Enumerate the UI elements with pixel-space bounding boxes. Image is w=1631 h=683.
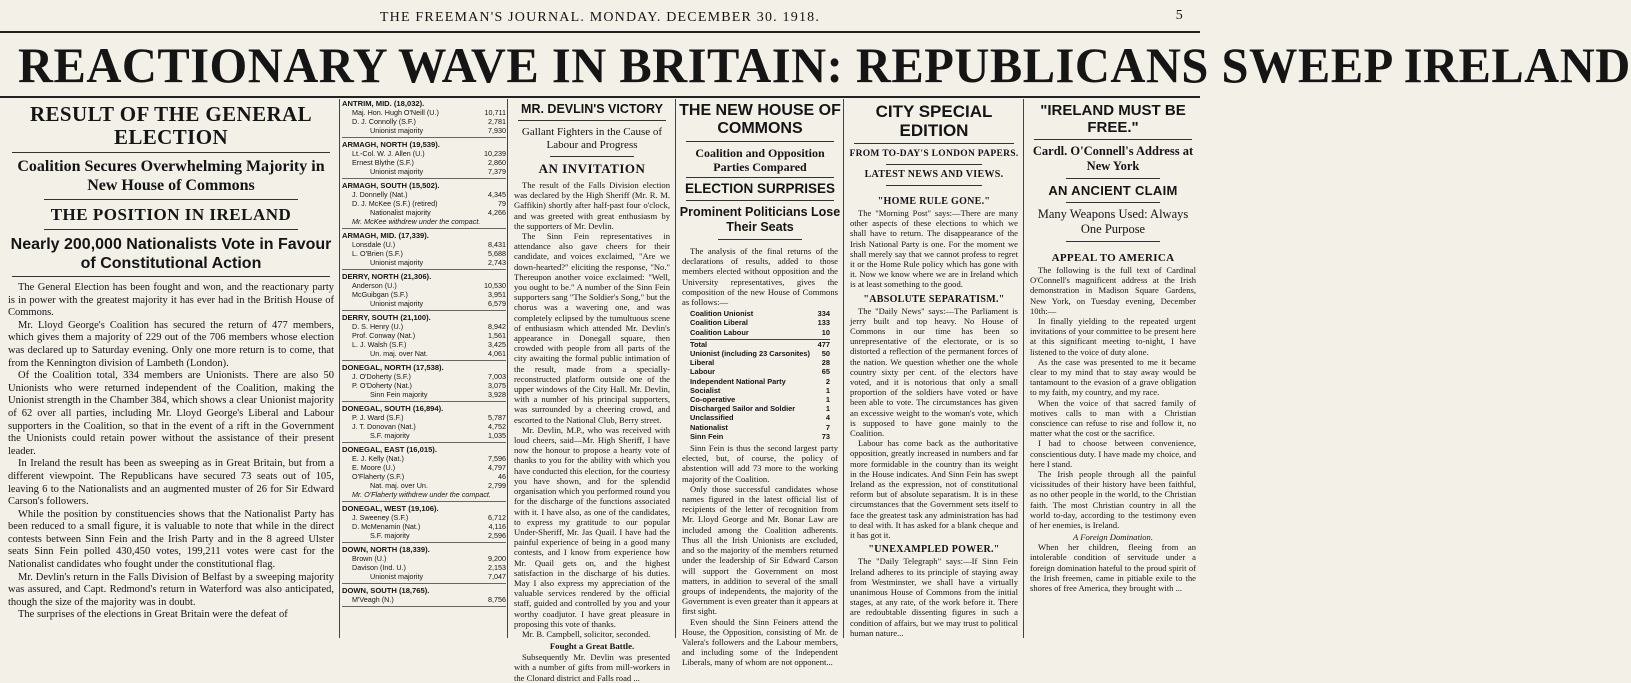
constituency-name: ARMAGH, SOUTH (15,502). [342,181,440,190]
article-subtitle: Nearly 200,000 Nationalists Vote in Favour of Constitutional Action [10,236,332,272]
majority-value: 2,799 [488,481,506,490]
column-rule [507,99,508,638]
candidate-row [342,240,506,249]
candidate-name: D. McMenamin (Nat.) [352,522,421,531]
party-seats: 28 [821,358,830,368]
candidate-name: D. S. Henry (U.) [352,322,404,331]
result-note: Mr. O'Flaherty withdrew under the compact. [352,490,491,499]
candidate-votes: 10,530 [484,281,506,290]
divider [342,542,506,543]
party-seats: 334 [817,309,830,319]
article-body [510,177,674,683]
majority-label: Un. maj. over Nat. [370,349,428,358]
result-entry [342,445,506,502]
party-seats: 4 [825,413,830,423]
party-row [690,328,830,337]
majority-row [342,481,506,490]
article-body [846,190,1022,638]
section-subtitle: Prominent Politicians Lose Their Seats [679,205,841,234]
candidate-name: Prof. Conway (Nat.) [352,331,416,340]
majority-row [342,349,506,358]
candidate-name: J. O'Doherty (S.F.) [352,372,411,381]
paragraph: The "Daily Telegraph" says:—If Sinn Fein Ireland adheres to its principle of staying away from Westminster, we shall have a virtually unanimous House of Commons from the initial stages, at any rate, of the work before it. There are redoubtable dissenting figures in such a condition of affairs, but we may trust to political human nature... [850,556,1018,638]
candidate-votes: 4,797 [488,463,506,472]
majority-row [342,572,506,581]
party-label: Sinn Fein [690,431,724,441]
majority-label: S.F. majority [370,431,410,440]
candidate-votes: 1,561 [488,331,506,340]
candidate-votes: 4,116 [488,522,506,531]
majority-value: 7,379 [488,167,506,176]
section-heading: AN INVITATION [538,161,646,176]
paragraph: Labour has come back as the authoritative opposition, greatly increased in numbers and far more formidable in the country than its weight in the House indicates. And Sinn Fein has swept Ireland as the expression, not of constitutional reform but of absolute separatism. It is in these circumstances that the Government sets itself to face the greatest task any administration has had to deal with. It has asked for a blank cheque and it has got it. [850,438,1018,541]
majority-row [342,126,506,135]
paragraph: The following is the full text of Cardinal O'Connell's magnificent address at the Irish demonstration in Madison Square Gardens, New York, on Tuesday evening, December 10th:— [1030,265,1196,316]
constituency-name: ANTRIM, MID. (18,032). [342,99,425,108]
paragraph: Mr. Devlin's return in the Falls Division of Belfast by a sweeping majority was assured, and Capt. Redmond's return in Waterford was also anticipated, though the size of the majority was in doubt. [8,571,334,608]
party-seats: 1 [825,395,830,405]
paragraph: The analysis of the final returns of the declarations of results, added to those members elected without opposition and the University representatives, gives the composition of the new House of Commons as follows:— [682,246,838,308]
divider [686,177,834,178]
candidate-name: D. J. McKee (S.F.) (retired) [352,199,438,208]
party-row [690,339,830,349]
candidate-name: Davison (Ind. U.) [352,563,406,572]
party-label: Total [690,339,708,349]
divider [686,141,834,142]
paragraph: Even should the Sinn Feiners attend the House, the Opposition, consisting of Mr. de Valera's followers and the Labour members, and including some of the Independent Liberals, many of whom are not opponent... [682,616,838,668]
divider [1066,178,1160,179]
result-entry [342,181,506,229]
party-row [690,432,830,441]
candidate-row [342,463,506,472]
constituency-name: DONEGAL, EAST (16,015). [342,445,437,454]
candidate-name: O'Flaherty (S.F.) [352,472,405,481]
article-subtitle: Cardl. O'Connell's Address at New York [1032,144,1194,173]
result-entry [342,313,506,361]
constituency-name: DONEGAL, SOUTH (16,894). [342,404,444,413]
article-title: "IRELAND MUST BE FREE." [1040,102,1186,136]
majority-value: 2,596 [488,531,506,540]
majority-label: Unionist majority [370,126,424,135]
party-seats: 7 [825,422,830,432]
candidate-name: J. Sweeney (S.F.) [352,513,409,522]
party-seats: 10 [821,327,830,337]
candidate-row [342,454,506,463]
party-label: Socialist [690,385,721,395]
paragraph: Mr. Lloyd George's Coalition has secured the return of 477 members, which gives them a majority of 229 out of the 706 members whose election was declared up to Saturday evening. Only one more return is to come, that from the Kennington division of Lambeth (London). [8,319,334,369]
candidate-row [342,190,506,199]
paragraph: The result of the Falls Division election was declared by the High Sheriff (Mr. R. M. Gaffikin) shortly after half-past four o'clock, and was greeted with great enthusiasm by the supporters of Mr. Devlin. [514,180,670,231]
article-title: THE NEW HOUSE OF COMMONS [679,102,841,137]
party-seats: 50 [821,349,830,359]
candidate-votes: 8,431 [488,240,506,249]
candidate-name: L. O'Brien (S.F.) [352,249,403,258]
majority-row [342,531,506,540]
article-ireland-must-be-free [1026,99,1200,638]
candidate-row [342,108,506,117]
candidate-votes: 10,711 [484,108,506,117]
divider [342,442,506,443]
article-body [4,280,338,622]
paragraph: The Sinn Fein representatives in attendance also gave cheers for their candidate, and voices exclaimed, "Are we down-hearted?" eliciting the response, "No." Thereupon another voice exclaimed: "Well, you ought to be." A number of the Sinn Fein supporters sang "The Soldier's Song," but the chorus was a wavering one, and was completely eclipsed by the tumultuous scene of enthusiasm which attended Mr. Devlin's appearance in Donegall square, then crowded with people from all parts of the city awaiting the formal public intimation of the result, made from a specially-reconstructed platform outside one of the upper windows of the City Hall. Mr. Devlin, with a number of his principal supporters, was surrounded by a cheering crowd, and escorted to the National Club, Berry street. [514,231,670,425]
candidate-row [342,554,506,563]
result-entry [342,404,506,443]
column-rule [843,99,844,638]
candidate-name: P. O'Doherty (Nat.) [352,381,412,390]
party-composition-table [690,309,830,441]
result-entry [342,545,506,584]
candidate-row [342,422,506,431]
party-label: Co-operative [690,395,736,405]
divider [342,401,506,402]
party-label: Coalition Labour [690,327,749,337]
article-title: CITY SPECIAL EDITION [875,102,993,140]
paragraph: Subsequently Mr. Devlin was presented with a number of gifts from mill-workers in the Clonard district and Falls road ... [514,652,670,683]
paragraph: The "Daily News" says:—The Parliament is jerry built and top heavy. No House of Commons in our time has been so unrepresentative of the electorate, or is so distorted a reflection of the permanent forces of the nation. We question whether one the whole country sixty per cent. of the electors have voted, and it is notorious that only a small proportion of the soldiers have voted or have been able to vote. The circumstances has given an excessive weight to the woman's vote, which is supposed to have gone mainly to the Coalition. [850,305,1018,439]
majority-label: Nationalist majority [370,208,431,217]
party-label: Coalition Liberal [690,318,748,328]
divider [550,156,634,157]
article-subtitle: THE POSITION IN IRELAND [50,205,292,224]
result-note: Mr. McKee withdrew under the compact. [352,217,481,226]
divider [342,501,506,502]
candidate-name: J. Donnelly (Nat.) [352,190,408,199]
party-label: Independent National Party [690,376,786,386]
candidate-name: L. J. Walsh (S.F.) [352,340,407,349]
party-row [690,309,830,318]
paragraph: Mr. Devlin, M.P., who was received with loud cheers, said—Mr. High Sheriff, I have now the honour to propose a hearty vote of thanks to you for the ability with which you have conducted this election, for the courtesy you have shown, and for the splendid organisation which you performed round you for the discharge of the functions associated with it. I have also, as one of the candidates, to express my gratitude to our popular Under-Sheriff, Mr. Jas Quail. I have had the painful experience of being in a good many contests, and I know from experience how Mr. Quail gets on, and the highest satisfaction in the discharge of his duties. May I also express my appreciation of the valuable services rendered by the official staff, guided and controlled by you and your worthy coadjutor. I have great pleasure in proposing this vote of thanks. [514,424,670,629]
majority-row [342,299,506,308]
divider [518,120,666,121]
article-election-result [4,99,338,638]
party-row [690,404,830,413]
candidate-votes: 4,345 [488,190,506,199]
candidate-name: M'Veagh (N.) [352,595,394,604]
candidate-row [342,472,506,481]
party-seats: 1 [825,385,830,395]
article-devlin-victory [510,99,674,683]
paragraph: While the position by constituencies shows that the Nationalist Party has been reduced to a small figure, it is valuable to note that while in the direct contests between Sinn Fein and the Irish Party and in the 8 agreed Ulster seats Sinn Fein polled 430,450 votes, 199,211 votes were cast for the Nationalist candidates who fought under the constitutional flag. [8,508,334,571]
candidate-name: McGuibgan (S.F.) [352,290,408,299]
candidate-row [342,513,506,522]
article-city-edition [846,99,1022,638]
majority-value: 4,266 [488,208,506,217]
divider [342,606,506,607]
section-heading: "HOME RULE GONE." [877,196,991,207]
candidate-name: Ernest Blythe (S.F.) [352,158,414,167]
article-body [1026,246,1200,593]
candidate-name: Anderson (U.) [352,281,397,290]
paragraph: Of the Coalition total, 334 members are Unionists. There are also 50 Unionists who were returned independent of the Coalition, making the Unionist strength in the Chamber 384, which shows a clear Unionist majority of 62 over all parties, including Mr. Lloyd George's Liberal and Labour supporters in the Coalition, so that in the event of a rift in the Government the Unionists could retain power without the assistance of their present leader. [8,370,334,457]
column-rule [339,99,340,638]
paragraph: In Ireland the result has been as sweeping as in Great Britain, but from a different viewpoint. The Republicans have secured 73 seats out of 105, leaving 6 to the Nationalists and an augmented muster of 26 for Sir Edward Carson's followers. [8,458,334,508]
majority-value: 3,928 [488,390,506,399]
party-row [690,349,830,358]
paragraph: Mr. B. Campbell, solicitor, seconded. [522,628,651,639]
party-label: Discharged Sailor and Soldier [690,404,796,414]
candidate-votes: 8,756 [488,595,506,604]
result-entry [342,363,506,402]
result-entry [342,231,506,270]
divider [342,269,506,270]
majority-value: 4,061 [488,349,506,358]
party-label: Unionist (including 23 Carsonites) [690,349,810,359]
candidate-votes: 7,596 [488,454,506,463]
candidate-row [342,322,506,331]
majority-label: Unionist majority [370,572,424,581]
party-row [690,395,830,404]
candidate-row [342,249,506,258]
section-heading: "UNEXAMPLED POWER." [868,544,1000,556]
candidate-row [342,149,506,158]
party-label: Liberal [690,358,715,368]
majority-value: 7,930 [488,126,506,135]
result-entry [342,99,506,138]
candidate-votes: 7,003 [488,372,506,381]
candidate-row [342,281,506,290]
paragraph: Sinn Fein is thus the second largest party elected, but, of course, the policy of abstention will add 73 more to the working majority of the Coalition. [682,443,838,484]
section-heading: APPEAL TO AMERICA [1051,252,1175,264]
divider [342,137,506,138]
candidate-name: Lt.-Col. W. J. Allen (U.) [352,149,425,158]
candidate-row [342,372,506,381]
section-heading: LATEST NEWS AND VIEWS. [864,169,1004,180]
majority-row [342,208,506,217]
candidate-votes: 2,781 [488,117,506,126]
party-label: Unclassified [690,413,734,423]
page-number: 5 [1175,8,1184,23]
article-title: RESULT OF THE GENERAL ELECTION [29,102,313,149]
candidate-name: P. J. Ward (S.F.) [352,413,404,422]
majority-label: S.F. majority [370,531,410,540]
column-rule [1023,99,1024,638]
article-subtitle: FROM TO-DAY'S LONDON PAPERS. [849,149,1019,159]
divider [886,164,982,165]
constituency-name: ARMAGH, NORTH (19,539). [342,140,440,149]
party-row [690,377,830,386]
candidate-votes: 79 [498,199,506,208]
divider [718,239,802,240]
article-subtitle: Coalition and Opposition Parties Compared [695,146,825,174]
party-seats: 73 [821,431,830,441]
candidate-votes: 8,942 [488,322,506,331]
article-body [678,244,842,668]
majority-value: 6,579 [488,299,506,308]
result-entry [342,504,506,543]
result-entry [342,586,506,607]
candidate-votes: 2,153 [488,563,506,572]
candidate-row [342,199,506,208]
party-seats: 133 [817,318,830,328]
candidate-row [342,158,506,167]
candidate-votes: 5,787 [488,413,506,422]
majority-value: 7,047 [488,572,506,581]
section-heading: ELECTION SURPRISES [684,181,836,196]
candidate-row [342,595,506,604]
party-row [690,413,830,422]
candidate-votes: 2,860 [488,158,506,167]
constituency-name: DONEGAL, NORTH (17,538). [342,363,444,372]
column-rule [675,99,676,638]
candidate-name: E. J. Kelly (Nat.) [352,454,404,463]
paragraph: The Irish people through all the painful vicissitudes of their history have been faithful, as no other people in the world, to the Christian faith. The most Christian country in all the world to-day, according to the testimony even of her enemies, is Ireland. [1030,469,1196,531]
masthead-rule [0,31,1200,33]
result-entry [342,140,506,179]
party-seats: 477 [817,339,830,349]
article-new-house [678,99,842,668]
candidate-votes: 10,239 [484,149,506,158]
party-label: Nationalist [690,422,728,432]
majority-label: Sinn Fein majority [370,390,428,399]
paragraph: I had to choose between convenience, conscientious duty. I have made my choice, and here I stand. [1030,438,1196,469]
divider [1066,202,1160,203]
paragraph: In finally yielding to the repeated urgent invitations of your committee to be present here at this significant meeting to-night, I have listened to the voice of duty alone. [1030,316,1196,357]
divider [342,583,506,584]
candidate-row [342,563,506,572]
party-seats: 65 [821,367,830,377]
election-results-list [342,99,506,638]
candidate-votes: 3,425 [488,340,506,349]
majority-label: Nat. maj. over Un. [370,481,428,490]
section-heading: "ABSOLUTE SEPARATISM." [863,293,1005,305]
article-title: MR. DEVLIN'S VICTORY [521,102,663,116]
candidate-row [342,381,506,390]
candidate-row [342,522,506,531]
divider [686,200,834,201]
candidate-name: E. Moore (U.) [352,463,396,472]
candidate-row [342,331,506,340]
constituency-name: DERRY, NORTH (21,306). [342,272,432,281]
paragraph: When her children, fleeing from an intolerable condition of servitude under a foreign domination hateful to the proud spirit of the Irish freemen, came in pitiable exile to the shores of free America, they brought with ... [1030,542,1196,594]
constituency-name: DONEGAL, WEST (19,106). [342,504,439,513]
candidate-name: J. T. Donovan (Nat.) [352,422,416,431]
divider [1066,241,1160,242]
divider [886,185,982,186]
candidate-votes: 3,951 [488,290,506,299]
article-subtitle: Coalition Secures Overwhelming Majority in New House of Commons [17,158,325,194]
divider [342,178,506,179]
divider [44,229,298,230]
headline-rule [0,96,1200,98]
constituency-name: DOWN, NORTH (18,339). [342,545,430,554]
majority-label: Unionist majority [370,258,424,267]
paragraph: The surprises of the elections in Great Britain were the defeat of [18,609,288,621]
party-seats: 2 [825,376,830,386]
candidate-votes: 4,752 [488,422,506,431]
section-subtitle: Many Weapons Used: Always One Purpose [1037,207,1189,236]
masthead [0,8,1200,28]
party-row [690,386,830,395]
divider [342,228,506,229]
main-headline: REACTIONARY WAVE IN BRITAIN: REPUBLICANS SWEEP IRELAND [18,37,1631,93]
candidate-row [342,290,506,299]
party-row [690,423,830,432]
majority-value: 1,035 [488,431,506,440]
party-seats: 1 [825,404,830,414]
constituency-name: DERRY, SOUTH (21,100). [342,313,431,322]
majority-row [342,431,506,440]
paragraph: Only those successful candidates whose names figured in the latest official list of recipients of the letter of recognition from Mr. Lloyd George and Mr. Bonar Law are included among the Coalition adherents. Thus all the Irish Unionists are excluded, and so the majority of the members returned under the leadership of Sir Edward Carson will support the Government on most matters, in addition to several of the small groups of independents, the majority of the Government is even greater than it appears at first sight. [682,483,838,617]
candidate-votes: 6,712 [488,513,506,522]
divider [342,360,506,361]
candidate-votes: 46 [498,472,506,481]
constituency-name: DOWN, SOUTH (18,765). [342,586,430,595]
paragraph: The General Election has been fought and won, and the reactionary party is in power with the greatest majority it has ever had in the British House of Commons. [8,282,334,319]
party-label: Labour [690,367,716,377]
majority-value: 2,743 [488,258,506,267]
masthead-title: THE FREEMAN'S JOURNAL. MONDAY. DECEMBER 30. 1918. [379,10,821,25]
candidate-name: Maj. Hon. Hugh O'Neill (U.) [352,108,439,117]
section-heading: Fought a Great Battle. [549,641,635,652]
majority-row [342,390,506,399]
candidate-votes: 9,200 [488,554,506,563]
divider [44,199,298,200]
majority-label: Unionist majority [370,167,424,176]
divider [12,276,330,277]
divider [854,143,1014,144]
divider [12,152,330,153]
paragraph: The "Morning Post" says:—There are many other aspects of these elections to which we shall have to return. The disappearance of the Irish National Party is one. For the moment we shall merely say that we cannot profess to regret it or the Home Rule policy which has gone with it. Now we know where we are in Ireland which is at least something to the good. [850,208,1018,290]
candidate-votes: 5,688 [488,249,506,258]
party-row [690,358,830,367]
candidate-row [342,340,506,349]
result-entry [342,272,506,311]
candidate-row [342,117,506,126]
article-subtitle: Gallant Fighters in the Cause of Labour and Progress [521,126,663,151]
majority-label: Unionist majority [370,299,424,308]
constituency-name: ARMAGH, MID. (17,339). [342,231,429,240]
divider [342,310,506,311]
divider [1034,139,1192,140]
candidate-votes: 3,075 [488,381,506,390]
section-heading: AN ANCIENT CLAIM [1048,183,1178,198]
party-row [690,367,830,376]
candidate-name: Lonsdale (U.) [352,240,396,249]
paragraph: When the voice of that sacred family of motives calls to man with a Christian conscience can refuse to rise and follow it, no matter what the cost or the sacrifice. [1030,397,1196,439]
section-heading: A Foreign Domination. [1073,532,1153,543]
candidate-name: Brown (U.) [352,554,387,563]
party-label: Coalition Unionist [690,309,754,319]
majority-row [342,258,506,267]
paragraph: As the case was presented to me it became clear to my mind that to stay away would be tantamount to the evasion of a grave obligation to my faith, my country, and my race. [1030,356,1196,398]
majority-row [342,167,506,176]
candidate-name: D. J. Connolly (S.F.) [352,117,416,126]
party-row [690,318,830,327]
candidate-row [342,413,506,422]
